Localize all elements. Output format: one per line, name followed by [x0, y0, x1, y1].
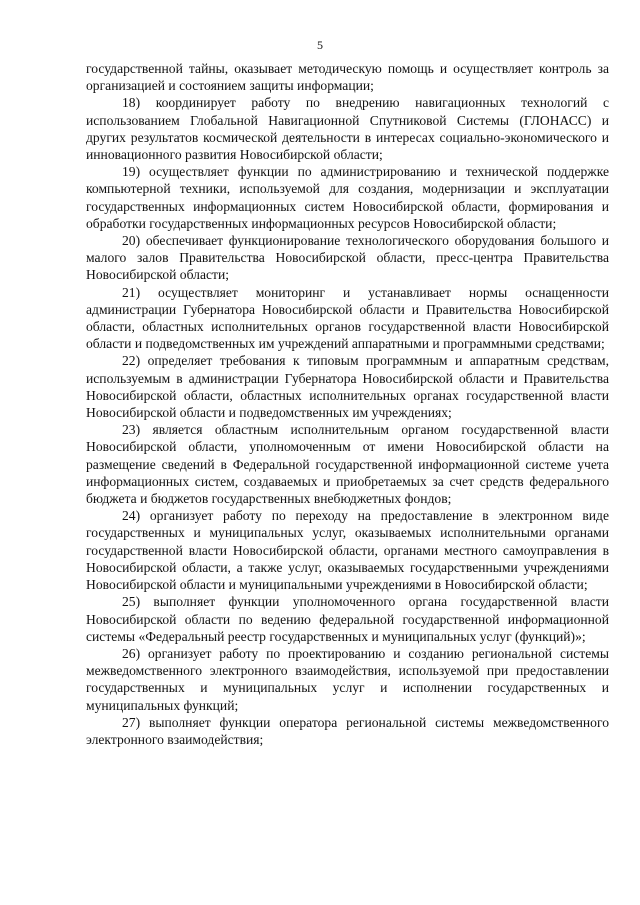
paragraph-item-22: 22) определяет требования к типовым программным и аппаратным средствам, используемым в администрации Губернатора Новосибирской области и Правительства Новосибирской области, областных исполнительных органах государственной власти Новосибирской области и подведомственных им учреждениях;: [86, 353, 609, 421]
paragraph-item-26: 26) организует работу по проектированию и созданию региональной системы межведомственного электронного взаимодействия, используемой при предоставлении государственных и муниципальных услуг и исполнении государственных и муниципальных функций;: [86, 645, 609, 713]
paragraph-item-18: 18) координирует работу по внедрению навигационных технологий с использованием Глобальной Навигационной Спутниковой Системы (ГЛОНАСС) и других результатов космической деятельности в интересах социально-экономического и инновационного развития Новосибирской области;: [86, 95, 609, 163]
page-number: 5: [317, 38, 323, 52]
paragraph-item-24: 24) организует работу по переходу на предоставление в электронном виде государственных и муниципальных услуг, оказываемых исполнительными органами государственной власти Новосибирской области, органами местного самоуправления в Новосибирской области, а также услуг, оказываемых государственными учреждениями Новосибирской области и муниципальными учреждениями в Новосибирской области;: [86, 508, 609, 593]
paragraph-item-23: 23) является областным исполнительным органом государственной власти Новосибирской области, уполномоченным от имени Новосибирской области на размещение сведений в Федеральной государственной информационной системе учета информационных систем, создаваемых и приобретаемых за счет средств федерального бюджета и бюджетов государственных внебюджетных фондов;: [86, 422, 609, 507]
document-body: [86, 60, 609, 748]
paragraph-item-21: 21) осуществляет мониторинг и устанавливает нормы оснащенности администрации Губернатора Новосибирской области и Правительства Новосибирской области, областных исполнительных органов государственной власти Новосибирской области и подведомственных им учреждений аппаратными и программными средствами;: [86, 284, 609, 352]
paragraph-item-27: 27) выполняет функции оператора региональной системы межведомственного электронного взаимодействия;: [86, 714, 609, 747]
paragraph-continuation: государственной тайны, оказывает методическую помощь и осуществляет контроль за организацией и состоянием защиты информации;: [86, 61, 609, 94]
paragraph-item-25: 25) выполняет функции уполномоченного органа государственной власти Новосибирской области по ведению федеральной государственной информационной системы «Федеральный реестр государственных и муниципальных услуг (функций)»;: [86, 594, 609, 644]
paragraph-item-20: 20) обеспечивает функционирование технологического оборудования большого и малого залов Правительства Новосибирской области, пресс-центра Правительства Новосибирской области;: [86, 233, 609, 283]
paragraph-item-19: 19) осуществляет функции по администрированию и технической поддержке компьютерной техники, используемой для создания, модернизации и эксплуатации государственных информационных систем Новосибирской области, формирования и обработки государственных информационных ресурсов Новосибирской области;: [86, 164, 609, 231]
